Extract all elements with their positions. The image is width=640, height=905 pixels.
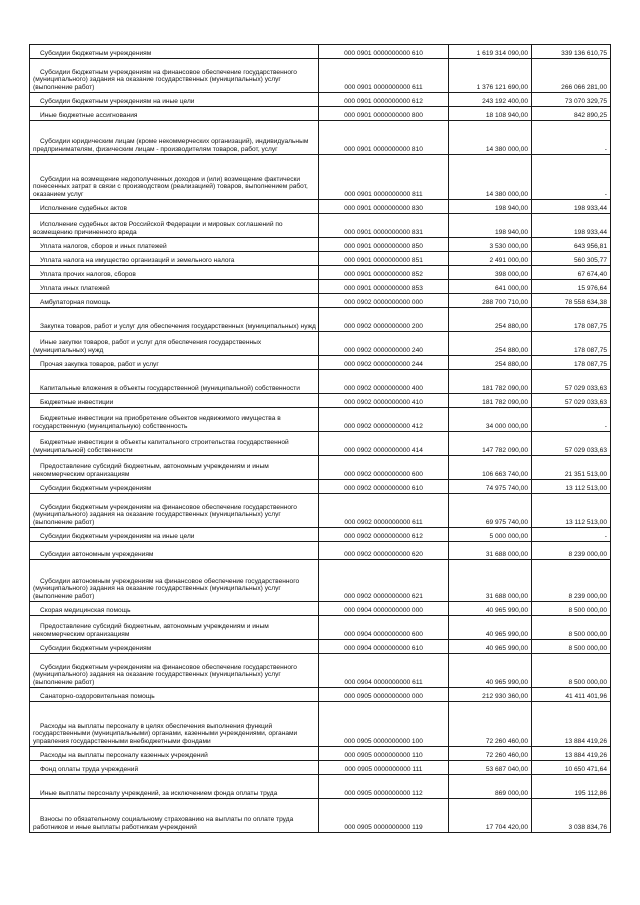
table-row xyxy=(30,107,611,121)
expense-name-cell: Субсидии бюджетным учреждениям xyxy=(30,640,319,654)
approved-amount-cell: 3 530 000,00 xyxy=(449,238,532,252)
expense-name-cell: Закупка товаров, работ и услуг для обеспечения государственных (муниципальных) нужд xyxy=(30,308,319,332)
approved-amount-cell: 198 940,00 xyxy=(449,214,532,238)
budget-code-cell: 000 0901 0000000000 851 xyxy=(319,252,449,266)
budget-code-cell: 000 0904 0000000000 000 xyxy=(319,602,449,616)
table-row xyxy=(30,332,611,356)
executed-amount-cell: - xyxy=(532,155,611,200)
approved-amount-cell: 18 108 940,00 xyxy=(449,107,532,121)
approved-amount-cell: 254 880,00 xyxy=(449,332,532,356)
approved-amount-cell: 288 700 710,00 xyxy=(449,294,532,308)
expense-name-cell: Уплата прочих налогов, сборов xyxy=(30,266,319,280)
table-row xyxy=(30,747,611,761)
table-row xyxy=(30,432,611,456)
expense-name-cell: Бюджетные инвестиции на приобретение объектов недвижимого имущества в государственную (муниципальную) собственность xyxy=(30,408,319,432)
executed-amount-cell: 643 956,81 xyxy=(532,238,611,252)
expense-name-cell: Иные выплаты персоналу учреждений, за исключением фонда оплаты труда xyxy=(30,775,319,799)
executed-amount-cell: 8 500 000,00 xyxy=(532,654,611,688)
budget-code-cell: 000 0902 0000000000 412 xyxy=(319,408,449,432)
budget-code-cell: 000 0901 0000000000 810 xyxy=(319,121,449,155)
budget-code-cell: 000 0901 0000000000 853 xyxy=(319,280,449,294)
table-row xyxy=(30,45,611,59)
budget-code-cell: 000 0901 0000000000 850 xyxy=(319,238,449,252)
table-row xyxy=(30,308,611,332)
executed-amount-cell: 178 087,75 xyxy=(532,332,611,356)
approved-amount-cell: 198 940,00 xyxy=(449,200,532,214)
executed-amount-cell: 57 029 033,63 xyxy=(532,432,611,456)
approved-amount-cell: 243 192 400,00 xyxy=(449,93,532,107)
executed-amount-cell: 73 070 329,75 xyxy=(532,93,611,107)
approved-amount-cell: 14 380 000,00 xyxy=(449,121,532,155)
table-row xyxy=(30,266,611,280)
table-row xyxy=(30,799,611,833)
approved-amount-cell: 641 000,00 xyxy=(449,280,532,294)
budget-code-cell: 000 0905 0000000000 111 xyxy=(319,761,449,775)
approved-amount-cell: 69 975 740,00 xyxy=(449,494,532,528)
executed-amount-cell: 8 500 000,00 xyxy=(532,616,611,640)
expense-name-cell: Уплата налога на имущество организаций и земельного налога xyxy=(30,252,319,266)
table-row xyxy=(30,214,611,238)
expense-name-cell: Бюджетные инвестиции xyxy=(30,394,319,408)
table-row xyxy=(30,408,611,432)
table-row xyxy=(30,616,611,640)
approved-amount-cell: 147 782 090,00 xyxy=(449,432,532,456)
approved-amount-cell: 34 000 000,00 xyxy=(449,408,532,432)
executed-amount-cell: 10 650 471,64 xyxy=(532,761,611,775)
expense-name-cell: Предоставление субсидий бюджетным, автономным учреждениям и иным некоммерческим организациям xyxy=(30,456,319,480)
expense-name-cell: Субсидии автономным учреждениям на финансовое обеспечение государственного (муниципального) задания на оказание государственных (муниципальных) услуг (выполнение работ) xyxy=(30,560,319,602)
approved-amount-cell: 40 965 990,00 xyxy=(449,654,532,688)
table-row xyxy=(30,370,611,394)
approved-amount-cell: 72 260 460,00 xyxy=(449,702,532,747)
approved-amount-cell: 254 880,00 xyxy=(449,356,532,370)
budget-code-cell: 000 0902 0000000000 410 xyxy=(319,394,449,408)
approved-amount-cell: 40 965 990,00 xyxy=(449,602,532,616)
table-row xyxy=(30,200,611,214)
budget-code-cell: 000 0902 0000000000 244 xyxy=(319,356,449,370)
table-row xyxy=(30,494,611,528)
budget-code-cell: 000 0902 0000000000 600 xyxy=(319,456,449,480)
approved-amount-cell: 53 687 040,00 xyxy=(449,761,532,775)
table-row xyxy=(30,702,611,747)
table-row xyxy=(30,654,611,688)
budget-code-cell: 000 0901 0000000000 611 xyxy=(319,59,449,93)
table-row xyxy=(30,480,611,494)
budget-code-cell: 000 0901 0000000000 852 xyxy=(319,266,449,280)
executed-amount-cell: 21 351 513,00 xyxy=(532,456,611,480)
budget-table-body xyxy=(30,45,611,833)
executed-amount-cell: 198 933,44 xyxy=(532,214,611,238)
budget-code-cell: 000 0902 0000000000 612 xyxy=(319,528,449,542)
table-row xyxy=(30,356,611,370)
executed-amount-cell: 8 500 000,00 xyxy=(532,640,611,654)
budget-code-cell: 000 0904 0000000000 611 xyxy=(319,654,449,688)
approved-amount-cell: 106 663 740,00 xyxy=(449,456,532,480)
approved-amount-cell: 40 965 990,00 xyxy=(449,640,532,654)
budget-code-cell: 000 0905 0000000000 112 xyxy=(319,775,449,799)
expense-name-cell: Субсидии автономным учреждениям xyxy=(30,542,319,560)
executed-amount-cell: 13 884 419,26 xyxy=(532,747,611,761)
expense-name-cell: Субсидии бюджетным учреждениям на финансовое обеспечение государственного (муниципального) задания на оказание государственных (муниципальных) услуг (выполнение работ) xyxy=(30,654,319,688)
executed-amount-cell: 339 136 610,75 xyxy=(532,45,611,59)
budget-code-cell: 000 0901 0000000000 831 xyxy=(319,214,449,238)
budget-code-cell: 000 0902 0000000000 611 xyxy=(319,494,449,528)
expense-name-cell: Уплата налогов, сборов и иных платежей xyxy=(30,238,319,252)
table-row xyxy=(30,294,611,308)
budget-code-cell: 000 0904 0000000000 610 xyxy=(319,640,449,654)
table-row xyxy=(30,456,611,480)
approved-amount-cell: 5 000 000,00 xyxy=(449,528,532,542)
budget-code-cell: 000 0902 0000000000 620 xyxy=(319,542,449,560)
approved-amount-cell: 212 930 360,00 xyxy=(449,688,532,702)
approved-amount-cell: 72 260 460,00 xyxy=(449,747,532,761)
executed-amount-cell: 67 674,40 xyxy=(532,266,611,280)
table-row xyxy=(30,238,611,252)
approved-amount-cell: 869 000,00 xyxy=(449,775,532,799)
executed-amount-cell: 560 305,77 xyxy=(532,252,611,266)
table-row xyxy=(30,775,611,799)
budget-sheet xyxy=(29,44,611,833)
expense-name-cell: Субсидии бюджетным учреждениям на иные цели xyxy=(30,93,319,107)
expense-name-cell: Санаторно-оздоровительная помощь xyxy=(30,688,319,702)
expense-name-cell: Бюджетные инвестиции в объекты капитального строительства государственной (муниципальной) собственности xyxy=(30,432,319,456)
executed-amount-cell: 266 066 281,00 xyxy=(532,59,611,93)
executed-amount-cell: 8 239 000,00 xyxy=(532,542,611,560)
budget-code-cell: 000 0902 0000000000 240 xyxy=(319,332,449,356)
budget-code-cell: 000 0902 0000000000 621 xyxy=(319,560,449,602)
budget-code-cell: 000 0901 0000000000 800 xyxy=(319,107,449,121)
expense-name-cell: Субсидии бюджетным учреждениям xyxy=(30,480,319,494)
table-row xyxy=(30,394,611,408)
executed-amount-cell: 842 890,25 xyxy=(532,107,611,121)
expense-name-cell: Фонд оплаты труда учреждений xyxy=(30,761,319,775)
executed-amount-cell: 15 976,64 xyxy=(532,280,611,294)
budget-table xyxy=(29,44,611,833)
table-row xyxy=(30,560,611,602)
approved-amount-cell: 74 975 740,00 xyxy=(449,480,532,494)
executed-amount-cell: - xyxy=(532,528,611,542)
expense-name-cell: Уплата иных платежей xyxy=(30,280,319,294)
approved-amount-cell: 254 880,00 xyxy=(449,308,532,332)
approved-amount-cell: 31 688 000,00 xyxy=(449,542,532,560)
budget-code-cell: 000 0902 0000000000 200 xyxy=(319,308,449,332)
executed-amount-cell: 8 500 000,00 xyxy=(532,602,611,616)
approved-amount-cell: 31 688 000,00 xyxy=(449,560,532,602)
executed-amount-cell: 41 411 401,96 xyxy=(532,688,611,702)
budget-code-cell: 000 0905 0000000000 119 xyxy=(319,799,449,833)
executed-amount-cell: 198 933,44 xyxy=(532,200,611,214)
expense-name-cell: Субсидии на возмещение недополученных доходов и (или) возмещение фактически понесенных затрат в связи с производством (реализацией) товаров, выполнением работ, оказанием услуг xyxy=(30,155,319,200)
approved-amount-cell: 17 704 420,00 xyxy=(449,799,532,833)
budget-code-cell: 000 0902 0000000000 000 xyxy=(319,294,449,308)
expense-name-cell: Субсидии бюджетным учреждениям на финансовое обеспечение государственного (муниципального) задания на оказание государственных (муниципальных) услуг (выполнение работ) xyxy=(30,59,319,93)
expense-name-cell: Субсидии бюджетным учреждениям xyxy=(30,45,319,59)
table-row xyxy=(30,59,611,93)
table-row xyxy=(30,93,611,107)
expense-name-cell: Прочая закупка товаров, работ и услуг xyxy=(30,356,319,370)
budget-code-cell: 000 0904 0000000000 600 xyxy=(319,616,449,640)
executed-amount-cell: 13 112 513,00 xyxy=(532,480,611,494)
approved-amount-cell: 1 619 314 090,00 xyxy=(449,45,532,59)
table-row xyxy=(30,602,611,616)
approved-amount-cell: 14 380 000,00 xyxy=(449,155,532,200)
budget-code-cell: 000 0901 0000000000 612 xyxy=(319,93,449,107)
expense-name-cell: Субсидии бюджетным учреждениям на иные цели xyxy=(30,528,319,542)
executed-amount-cell: 13 112 513,00 xyxy=(532,494,611,528)
table-row xyxy=(30,528,611,542)
table-row xyxy=(30,280,611,294)
table-row xyxy=(30,252,611,266)
executed-amount-cell: 178 087,75 xyxy=(532,356,611,370)
budget-code-cell: 000 0902 0000000000 400 xyxy=(319,370,449,394)
budget-code-cell: 000 0905 0000000000 100 xyxy=(319,702,449,747)
table-row xyxy=(30,688,611,702)
executed-amount-cell: - xyxy=(532,408,611,432)
budget-code-cell: 000 0901 0000000000 610 xyxy=(319,45,449,59)
table-row xyxy=(30,761,611,775)
expense-name-cell: Скорая медицинская помощь xyxy=(30,602,319,616)
executed-amount-cell: 8 239 000,00 xyxy=(532,560,611,602)
budget-code-cell: 000 0901 0000000000 830 xyxy=(319,200,449,214)
approved-amount-cell: 40 965 990,00 xyxy=(449,616,532,640)
approved-amount-cell: 181 782 090,00 xyxy=(449,394,532,408)
expense-name-cell: Иные бюджетные ассигнования xyxy=(30,107,319,121)
approved-amount-cell: 2 491 000,00 xyxy=(449,252,532,266)
expense-name-cell: Расходы на выплаты персоналу в целях обеспечения выполнения функций государственными (муниципальными) органами, казенными учреждениями, органами управления государственными внебюджетными фондами xyxy=(30,702,319,747)
executed-amount-cell: 78 558 634,38 xyxy=(532,294,611,308)
executed-amount-cell: 3 038 834,76 xyxy=(532,799,611,833)
expense-name-cell: Предоставление субсидий бюджетным, автономным учреждениям и иным некоммерческим организациям xyxy=(30,616,319,640)
expense-name-cell: Исполнение судебных актов Российской Федерации и мировых соглашений по возмещению причиненного вреда xyxy=(30,214,319,238)
table-row xyxy=(30,640,611,654)
expense-name-cell: Взносы по обязательному социальному страхованию на выплаты по оплате труда работников и иные выплаты работникам учреждений xyxy=(30,799,319,833)
budget-code-cell: 000 0901 0000000000 811 xyxy=(319,155,449,200)
budget-code-cell: 000 0902 0000000000 610 xyxy=(319,480,449,494)
approved-amount-cell: 181 782 090,00 xyxy=(449,370,532,394)
expense-name-cell: Иные закупки товаров, работ и услуг для обеспечения государственных (муниципальных) нужд xyxy=(30,332,319,356)
budget-code-cell: 000 0905 0000000000 000 xyxy=(319,688,449,702)
expense-name-cell: Исполнение судебных актов xyxy=(30,200,319,214)
expense-name-cell: Субсидии юридическим лицам (кроме некоммерческих организаций), индивидуальным предпринимателям, физическим лицам - производителям товаров, работ, услуг xyxy=(30,121,319,155)
expense-name-cell: Расходы на выплаты персоналу казенных учреждений xyxy=(30,747,319,761)
executed-amount-cell: 57 029 033,63 xyxy=(532,370,611,394)
executed-amount-cell: 178 087,75 xyxy=(532,308,611,332)
approved-amount-cell: 1 376 121 690,00 xyxy=(449,59,532,93)
executed-amount-cell: 195 112,86 xyxy=(532,775,611,799)
table-row xyxy=(30,155,611,200)
expense-name-cell: Капитальные вложения в объекты государственной (муниципальной) собственности xyxy=(30,370,319,394)
table-row xyxy=(30,542,611,560)
budget-code-cell: 000 0905 0000000000 110 xyxy=(319,747,449,761)
expense-name-cell: Субсидии бюджетным учреждениям на финансовое обеспечение государственного (муниципального) задания на оказание государственных (муниципальных) услуг (выполнение работ) xyxy=(30,494,319,528)
budget-code-cell: 000 0902 0000000000 414 xyxy=(319,432,449,456)
executed-amount-cell: 13 884 419,26 xyxy=(532,702,611,747)
approved-amount-cell: 398 000,00 xyxy=(449,266,532,280)
table-row xyxy=(30,121,611,155)
expense-name-cell: Амбулаторная помощь xyxy=(30,294,319,308)
executed-amount-cell: - xyxy=(532,121,611,155)
executed-amount-cell: 57 029 033,63 xyxy=(532,394,611,408)
